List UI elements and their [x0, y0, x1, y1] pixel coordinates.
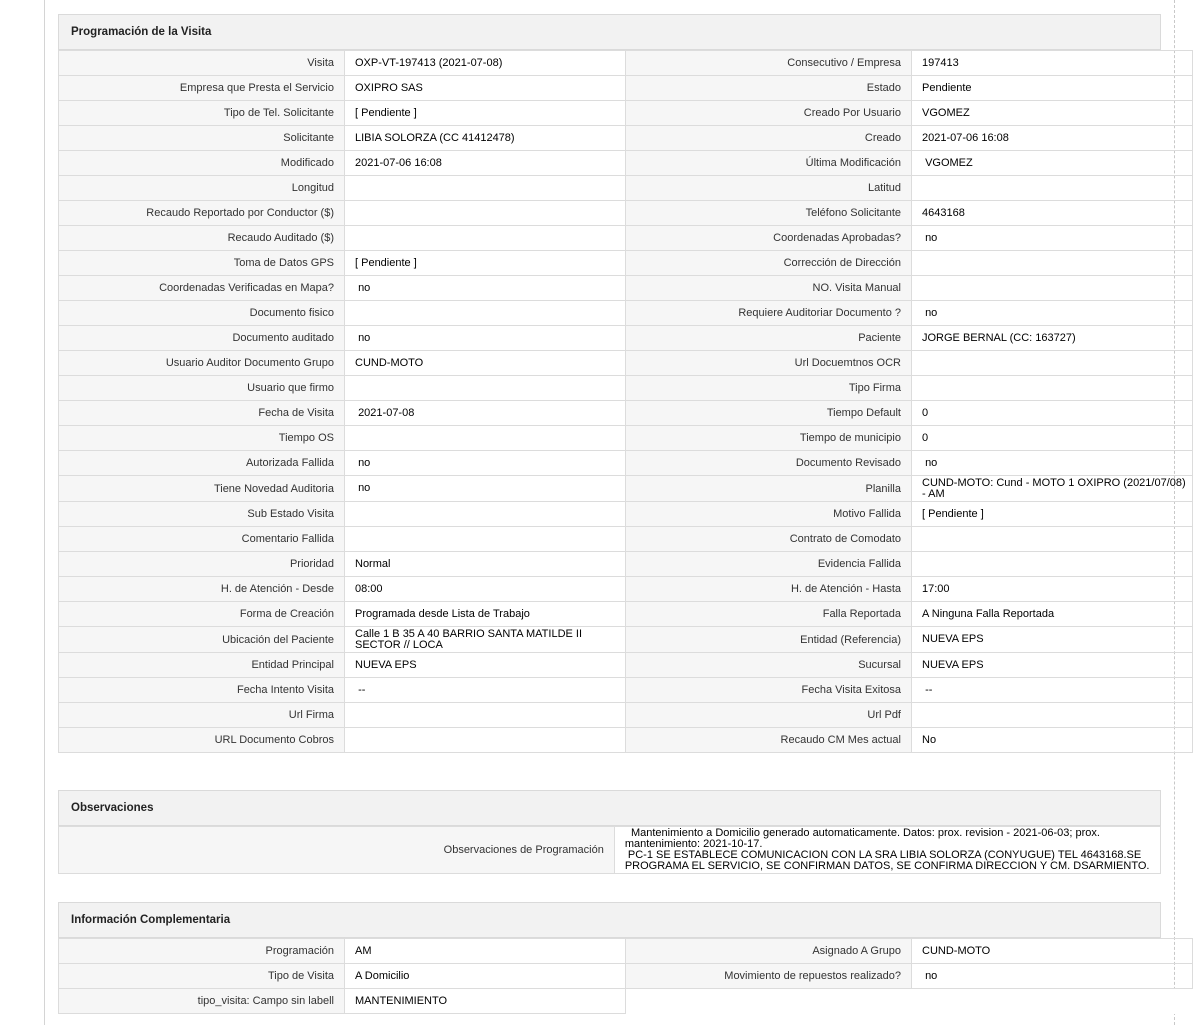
field-label: Contrato de Comodato	[626, 527, 912, 552]
field-value	[912, 703, 1193, 728]
field-value: no	[345, 326, 626, 351]
field-label: Falla Reportada	[626, 602, 912, 627]
table-row	[59, 101, 1193, 126]
field-value: VGOMEZ	[912, 151, 1193, 176]
table-row	[59, 653, 1193, 678]
field-label: Longitud	[59, 176, 345, 201]
table-row	[59, 527, 1193, 552]
field-value: --	[912, 678, 1193, 703]
field-value: MANTENIMIENTO	[345, 989, 626, 1014]
field-label: Tiempo de municipio	[626, 426, 912, 451]
field-value	[345, 226, 626, 251]
field-label: Usuario Auditor Documento Grupo	[59, 351, 345, 376]
field-label: Planilla	[626, 476, 912, 502]
section-observaciones	[58, 790, 1161, 874]
field-label: Programación	[59, 939, 345, 964]
field-value	[345, 728, 626, 753]
field-value	[345, 527, 626, 552]
field-value: Pendiente	[912, 76, 1193, 101]
field-value: JORGE BERNAL (CC: 163727)	[912, 326, 1193, 351]
field-value: 2021-07-08	[345, 401, 626, 426]
field-value: NUEVA EPS	[345, 653, 626, 678]
table-row	[59, 251, 1193, 276]
field-value: CUND-MOTO	[912, 939, 1193, 964]
field-value: OXIPRO SAS	[345, 76, 626, 101]
left-border-line	[44, 0, 45, 1025]
field-label: Toma de Datos GPS	[59, 251, 345, 276]
field-label: Coordenadas Aprobadas?	[626, 226, 912, 251]
field-value	[345, 376, 626, 401]
field-value: --	[345, 678, 626, 703]
field-value: LIBIA SOLORZA (CC 41412478)	[345, 126, 626, 151]
field-label: Recaudo Reportado por Conductor ($)	[59, 201, 345, 226]
field-value: no	[912, 301, 1193, 326]
field-value: [ Pendiente ]	[912, 502, 1193, 527]
field-value: 4643168	[912, 201, 1193, 226]
field-label: Paciente	[626, 326, 912, 351]
field-value: AM	[345, 939, 626, 964]
field-label: Teléfono Solicitante	[626, 201, 912, 226]
empty-cell	[626, 989, 912, 1014]
field-value	[345, 426, 626, 451]
section-title-programacion: Programación de la Visita	[58, 14, 1161, 50]
table-row	[59, 627, 1193, 653]
field-value: 0	[912, 426, 1193, 451]
complementaria-table	[58, 938, 1193, 1014]
field-value: no	[912, 964, 1193, 989]
table-row	[59, 76, 1193, 101]
field-label: Documento Revisado	[626, 451, 912, 476]
field-value: 0	[912, 401, 1193, 426]
field-value	[912, 176, 1193, 201]
field-label: Autorizada Fallida	[59, 451, 345, 476]
field-label: Asignado A Grupo	[626, 939, 912, 964]
table-row	[59, 276, 1193, 301]
field-label: Entidad (Referencia)	[626, 627, 912, 653]
table-row	[59, 552, 1193, 577]
field-value: 197413	[912, 51, 1193, 76]
field-value	[345, 502, 626, 527]
field-value: Normal	[345, 552, 626, 577]
field-value: CUND-MOTO: Cund - MOTO 1 OXIPRO (2021/07/08) - AM	[912, 476, 1193, 502]
table-row	[59, 326, 1193, 351]
field-label: Movimiento de repuestos realizado?	[626, 964, 912, 989]
table-row	[59, 577, 1193, 602]
observaciones-value	[614, 827, 1160, 874]
table-row	[59, 703, 1193, 728]
table-row	[59, 476, 1193, 502]
field-value	[912, 527, 1193, 552]
field-value: no	[912, 451, 1193, 476]
field-value: no	[345, 451, 626, 476]
field-label: Solicitante	[59, 126, 345, 151]
field-label: Fecha de Visita	[59, 401, 345, 426]
field-value: NUEVA EPS	[912, 627, 1193, 653]
field-label: Fecha Visita Exitosa	[626, 678, 912, 703]
field-label: Visita	[59, 51, 345, 76]
table-row	[59, 678, 1193, 703]
field-label: Coordenadas Verificadas en Mapa?	[59, 276, 345, 301]
field-label: Prioridad	[59, 552, 345, 577]
field-label: URL Documento Cobros	[59, 728, 345, 753]
field-value: 17:00	[912, 577, 1193, 602]
field-label: Documento auditado	[59, 326, 345, 351]
field-value	[345, 301, 626, 326]
table-row	[59, 964, 1193, 989]
field-label: Fecha Intento Visita	[59, 678, 345, 703]
field-label: H. de Atención - Hasta	[626, 577, 912, 602]
field-value: No	[912, 728, 1193, 753]
field-value: VGOMEZ	[912, 101, 1193, 126]
field-label: Latitud	[626, 176, 912, 201]
field-value: no	[345, 276, 626, 301]
table-row	[59, 827, 1161, 874]
table-row	[59, 201, 1193, 226]
table-row	[59, 376, 1193, 401]
table-row	[59, 451, 1193, 476]
empty-cell	[912, 989, 1193, 1014]
field-value: no	[345, 476, 626, 502]
table-row	[59, 301, 1193, 326]
observaciones-table	[58, 826, 1161, 874]
table-row	[59, 351, 1193, 376]
field-value: A Domicilio	[345, 964, 626, 989]
field-label: Modificado	[59, 151, 345, 176]
table-row	[59, 151, 1193, 176]
field-value	[912, 376, 1193, 401]
table-row	[59, 426, 1193, 451]
field-label: Url Firma	[59, 703, 345, 728]
table-row	[59, 728, 1193, 753]
table-row	[59, 176, 1193, 201]
table-row	[59, 602, 1193, 627]
field-label: Ubicación del Paciente	[59, 627, 345, 653]
field-value: 2021-07-06 16:08	[345, 151, 626, 176]
field-value: Calle 1 B 35 A 40 BARRIO SANTA MATILDE II SECTOR // LOCA	[345, 627, 626, 653]
field-value: [ Pendiente ]	[345, 101, 626, 126]
field-value: CUND-MOTO	[345, 351, 626, 376]
field-label: Comentario Fallida	[59, 527, 345, 552]
field-label: Requiere Auditoriar Documento ?	[626, 301, 912, 326]
field-label: Recaudo Auditado ($)	[59, 226, 345, 251]
field-label: Motivo Fallida	[626, 502, 912, 527]
section-complementaria	[58, 902, 1161, 1014]
field-label: Tiene Novedad Auditoria	[59, 476, 345, 502]
table-row	[59, 51, 1193, 76]
field-value	[912, 251, 1193, 276]
field-label: Corrección de Dirección	[626, 251, 912, 276]
field-label: Recaudo CM Mes actual	[626, 728, 912, 753]
field-label: Empresa que Presta el Servicio	[59, 76, 345, 101]
field-label: Tipo Firma	[626, 376, 912, 401]
table-row	[59, 502, 1193, 527]
section-title-complementaria: Información Complementaria	[58, 902, 1161, 938]
field-value	[345, 201, 626, 226]
field-value	[345, 703, 626, 728]
field-value: OXP-VT-197413 (2021-07-08)	[345, 51, 626, 76]
field-label: Consecutivo / Empresa	[626, 51, 912, 76]
field-label: Observaciones de Programación	[59, 827, 615, 874]
field-label: Tiempo OS	[59, 426, 345, 451]
field-value	[912, 276, 1193, 301]
field-value: NUEVA EPS	[912, 653, 1193, 678]
field-label: Estado	[626, 76, 912, 101]
field-label: Documento fisico	[59, 301, 345, 326]
field-value	[345, 176, 626, 201]
field-value: 2021-07-06 16:08	[912, 126, 1193, 151]
field-label: H. de Atención - Desde	[59, 577, 345, 602]
observaciones-line-2: PC-1 SE ESTABLECE COMUNICACION CON LA SRA LIBIA SOLORZA (CONYUGUE) TEL 4643168.SE PROGRAMA EL SERVICIO, SE CONFIRMAN DATOS, SE CONFIRMA DIRECCION Y CM. DSARMIENTO.	[624, 849, 1150, 872]
field-label: Creado Por Usuario	[626, 101, 912, 126]
field-label: tipo_visita: Campo sin labell	[59, 989, 345, 1014]
section-programacion	[58, 14, 1189, 753]
field-label: Evidencia Fallida	[626, 552, 912, 577]
field-value: A Ninguna Falla Reportada	[912, 602, 1193, 627]
field-label: Tiempo Default	[626, 401, 912, 426]
field-label: Tipo de Visita	[59, 964, 345, 989]
field-label: Usuario que firmo	[59, 376, 345, 401]
table-row	[59, 401, 1193, 426]
field-value: [ Pendiente ]	[345, 251, 626, 276]
table-row	[59, 939, 1193, 964]
table-row	[59, 226, 1193, 251]
field-value: 08:00	[345, 577, 626, 602]
programacion-table	[58, 50, 1193, 753]
field-label: Url Pdf	[626, 703, 912, 728]
field-label: Url Docuemtnos OCR	[626, 351, 912, 376]
field-label: Última Modificación	[626, 151, 912, 176]
observaciones-line-1: Mantenimiento a Domicilio generado automaticamente. Datos: prox. revision - 2021-06-03; prox. mantenimiento: 2021-10-17.	[624, 827, 1103, 850]
field-label: Entidad Principal	[59, 653, 345, 678]
field-label: Sucursal	[626, 653, 912, 678]
field-label: Sub Estado Visita	[59, 502, 345, 527]
section-title-observaciones: Observaciones	[58, 790, 1161, 826]
table-row	[59, 989, 1193, 1014]
field-label: NO. Visita Manual	[626, 276, 912, 301]
field-value	[912, 351, 1193, 376]
field-value: no	[912, 226, 1193, 251]
field-label: Forma de Creación	[59, 602, 345, 627]
field-label: Tipo de Tel. Solicitante	[59, 101, 345, 126]
field-label: Creado	[626, 126, 912, 151]
field-value: Programada desde Lista de Trabajo	[345, 602, 626, 627]
field-value	[912, 552, 1193, 577]
table-row	[59, 126, 1193, 151]
